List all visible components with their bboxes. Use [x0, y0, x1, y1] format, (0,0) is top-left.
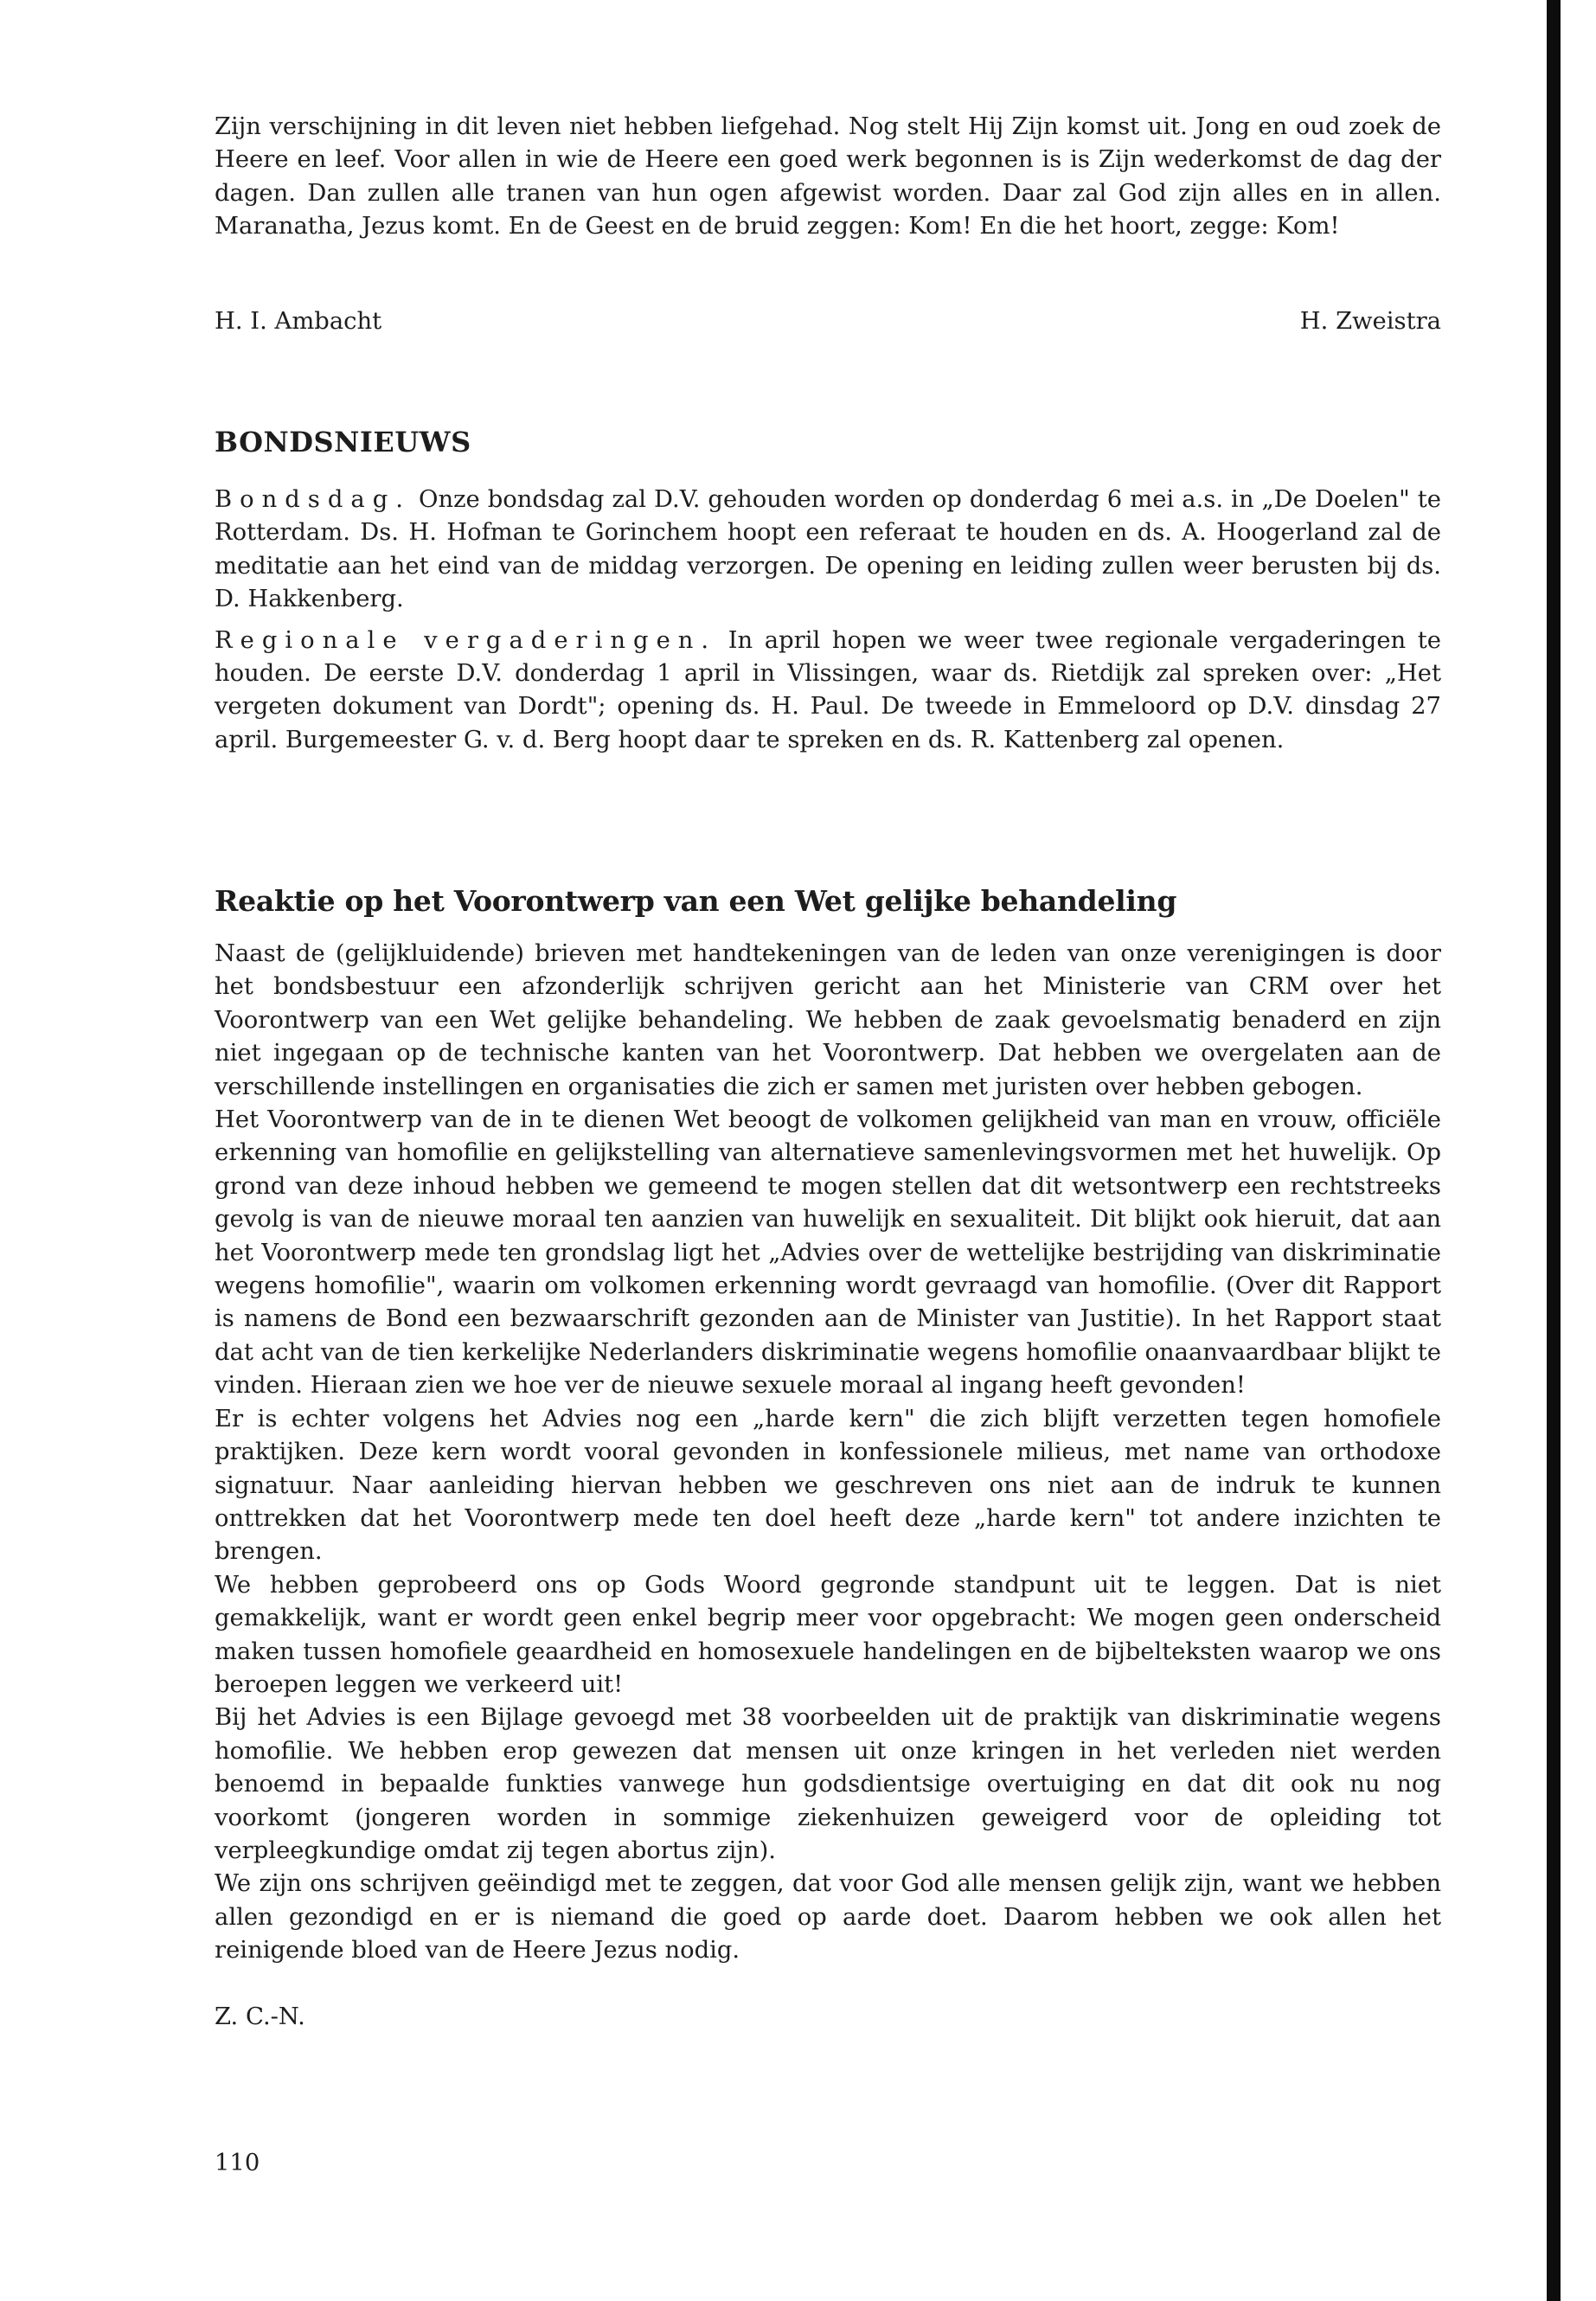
reaktie-section [215, 938, 1441, 2034]
bondsdag-item [215, 484, 1441, 617]
intro-section [215, 111, 1441, 244]
reaktie-paragraph-1: Naast de (gelijkluidende) brieven met handtekeningen van de leden van onze verenigingen is door het bondsbestuur een afzonderlijk schrijven gericht aan het Ministerie van CRM over het Voorontwerp van een Wet gelijke behandeling. We hebben de zaak gevoelsmatig benaderd en zijn niet ingegaan op de technische kanten van het Voorontwerp. Dat hebben we overgelaten aan de verschillende instellingen en organisaties die zich er samen met juristen over hebben gebogen. [215, 940, 1441, 1100]
reaktie-signature: Z. C.-N. [215, 2003, 305, 2030]
intro-author: H. Zweistra [1299, 308, 1441, 335]
intro-paragraph: Zijn verschijning in dit leven niet hebben liefgehad. Nog stelt Hij Zijn komst uit. Jong en oud zoek de Heere en leef. Voor allen in wie de Heere een goed werk begonnen is is Zijn wederkomst de dag der dagen. Dan zullen alle tranen van hun ogen afgewist worden. Daar zal God zijn alles en in allen. Maranatha, Jezus komt. En de Geest en de bruid zeggen: Kom! En die het hoort, zegge: Kom! [215, 113, 1441, 240]
page-number: 110 [215, 2150, 260, 2176]
bondsdag-label: Bondsdag. [215, 486, 411, 513]
bondsnieuws-heading: BONDSNIEUWS [215, 426, 471, 458]
bondsdag-text: Onze bondsdag zal D.V. gehouden worden op donderdag 6 mei a.s. in „De Doelen" te Rotterdam. Ds. H. Hofman te Gorinchem hoopt een referaat te houden en ds. A. Hoogerland zal de meditatie aan het eind van de middag verzorgen. De opening en leiding zullen weer berusten bij ds. D. Hakkenberg. [215, 486, 1441, 613]
reaktie-paragraph-2: Het Voorontwerp van de in te dienen Wet beoogt de volkomen gelijkheid van man en vrouw, officiële erkenning van homofilie en gelijkstelling van alternatieve samenlevingsvormen met het huwelijk. Op grond van deze inhoud hebben we gemeend te mogen stellen dat dit wetsontwerp een rechtstreeks gevolg is van de nieuwe moraal ten aanzien van huwelijk en sexualiteit. Dit blijkt ook hieruit, dat aan het Voorontwerp mede ten grondslag ligt het „Advies over de wettelijke bestrijding van diskriminatie wegens homofilie", waarin om volkomen erkenning wordt gevraagd van homofilie. (Over dit Rapport is namens de Bond een bezwaarschrift gezonden aan de Minister van Justitie). In het Rapport staat dat acht van de tien kerkelijke Nederlanders diskriminatie wegens homofilie onaanvaardbaar blijkt te vinden. Hieraan zien we hoe ver de nieuwe sexuele moraal al ingang heeft gevonden! [215, 1106, 1441, 1400]
reaktie-heading: Reaktie op het Voorontwerp van een Wet gelijke behandeling [215, 884, 1177, 918]
reaktie-paragraph-4: We hebben geprobeerd ons op Gods Woord gegronde standpunt uit te leggen. Dat is niet gemakkelijk, want er wordt geen enkel begrip meer voor opgebracht: We mogen geen onderscheid maken tussen homofiele geaardheid en homosexuele handelingen en de bijbelteksten waarop we ons beroepen leggen we verkeerd uit! [215, 1571, 1441, 1698]
scan-edge-bar [1547, 0, 1561, 2301]
reaktie-paragraph-5: Bij het Advies is een Bijlage gevoegd met 38 voorbeelden uit de praktijk van diskriminatie wegens homofilie. We hebben erop gewezen dat mensen uit onze kringen in het verleden niet werden benoemd in bepaalde funkties vanwege hun godsdientsige overtuiging en dat dit ook nu nog voorkomt (jongeren worden in sommige ziekenhuizen geweigerd voor de opleiding tot verpleegkundige omdat zij tegen abortus zijn). [215, 1704, 1441, 1864]
intro-signature-row [215, 305, 1441, 338]
regionale-item [215, 625, 1441, 758]
bondsnieuws-section [215, 484, 1441, 757]
intro-place: H. I. Ambacht [215, 308, 382, 335]
regionale-label: Regionale vergaderingen. [215, 626, 717, 654]
regionale-text: In april hopen we weer twee regionale vergaderingen te houden. De eerste D.V. donderdag 1 april in Vlissingen, waar ds. Rietdijk zal spreken over: „Het vergeten dokument van Dordt"; opening ds. H. Paul. De tweede in Emmeloord op D.V. dinsdag 27 april. Burgemeester G. v. d. Berg hoopt daar te spreken en ds. R. Kattenberg zal openen. [215, 626, 1441, 753]
reaktie-paragraph-6: We zijn ons schrijven geëindigd met te zeggen, dat voor God alle mensen gelijk zijn, want we hebben allen gezondigd en er is niemand die goed op aarde doet. Daarom hebben we ook allen het reinigende bloed van de Heere Jezus nodig. [215, 1870, 1441, 1965]
reaktie-paragraph-3: Er is echter volgens het Advies nog een „harde kern" die zich blijft verzetten tegen homofiele praktijken. Deze kern wordt vooral gevonden in konfessionele milieus, met name van orthodoxe signatuur. Naar aanleiding hiervan hebben we geschreven ons niet aan de indruk te kunnen onttrekken dat het Voorontwerp mede ten doel heeft deze „harde kern" tot andere inzichten te brengen. [215, 1405, 1441, 1566]
